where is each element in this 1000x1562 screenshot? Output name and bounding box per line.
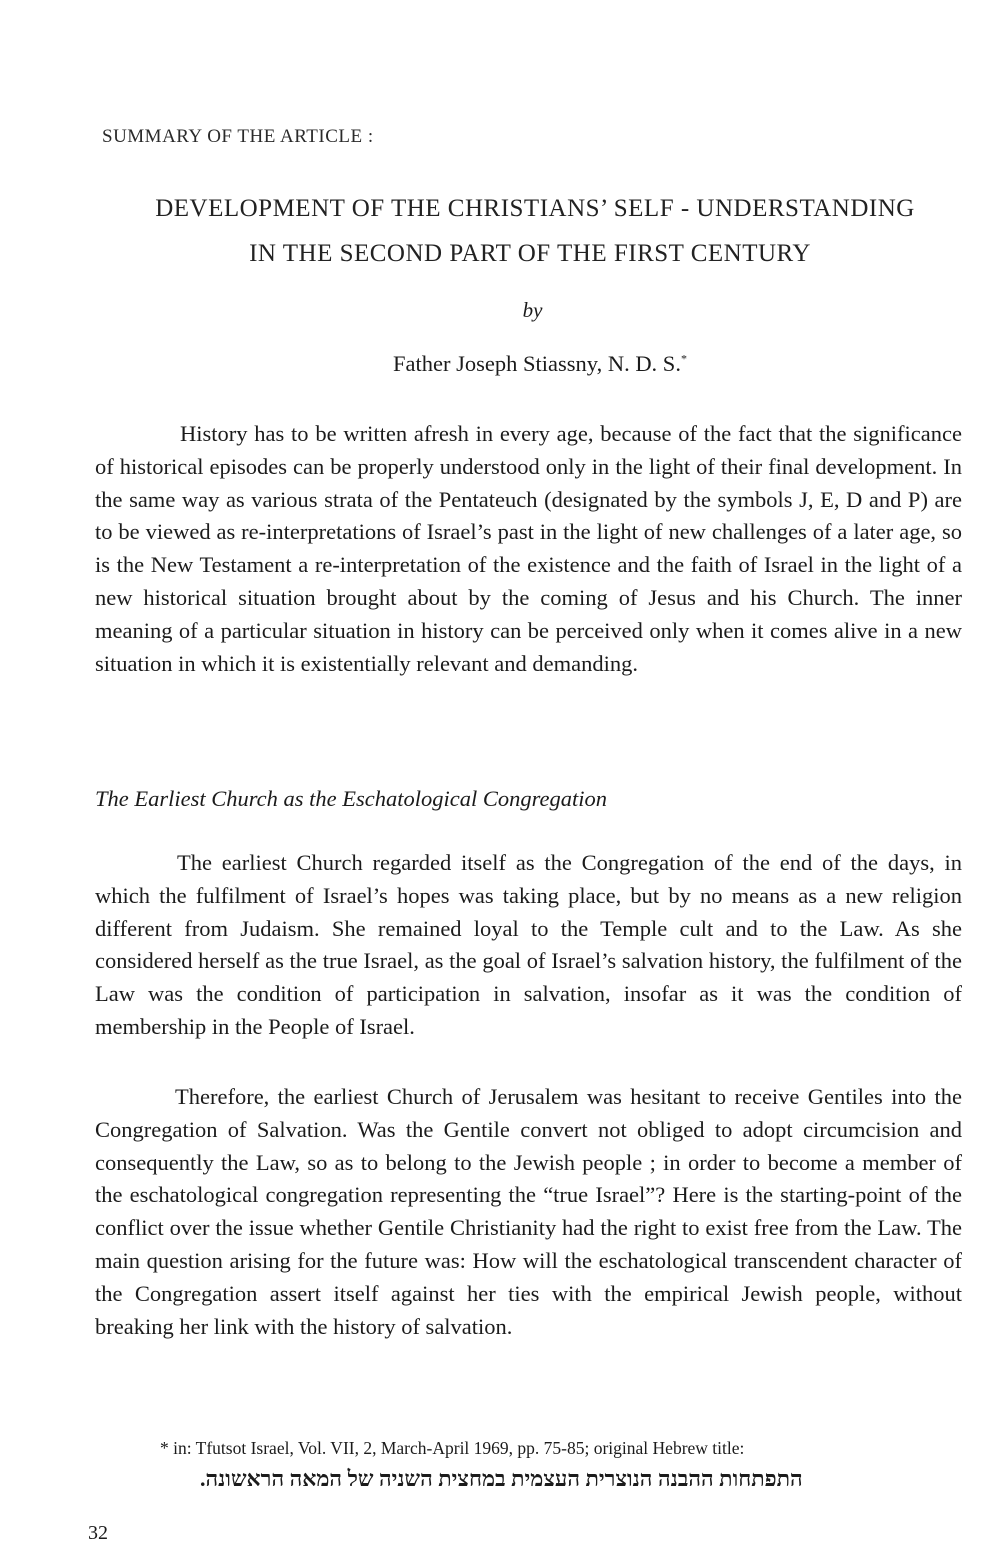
footnote-marker: *	[680, 351, 687, 366]
body-paragraph-1: The earliest Church regarded itself as the Congregation of the end of the days, in which the fulfilment of Israel’s hopes was taking place, but by no means as a new religion different from Judaism. She remained loyal to the Temple cult and to the Law. As she considered herself as the true Israel, as the goal of Israel’s salvation history, the fulfilment of the Law was the condition of participation in salvation, insofar as it was the condition of membership in the People of Israel.	[95, 850, 962, 1039]
article-title-line-1: DEVELOPMENT OF THE CHRISTIANS’ SELF - UNDERSTANDING	[155, 195, 915, 222]
footnote-citation: * in: Tfutsot Israel, Vol. VII, 2, March-April 1969, pp. 75-85; original Hebrew title:	[160, 1438, 745, 1458]
intro-paragraph: History has to be written afresh in every age, because of the fact that the significance of historical episodes can be properly understood only in the light of their final development. In the same way as various strata of the Pentateuch (designated by the symbols J, E, D and P) are to be viewed as re-interpretations of Israel’s past in the light of new challenges of a later age, so is the New Testament a re-interpretation of the existence and the faith of Israel in the light of a new historical situation brought about by the coming of Jesus and his Church. The inner meaning of a particular situation in history can be perceived only when it comes alive in a new situation in which it is existentially relevant and demanding.	[95, 421, 962, 676]
section-heading: The Earliest Church as the Eschatological Congregation	[95, 786, 608, 811]
author-name: Father Joseph Stiassny, N. D. S.	[393, 351, 681, 376]
page-number: 32	[88, 1522, 108, 1544]
summary-heading: SUMMARY OF THE ARTICLE :	[102, 126, 374, 147]
article-title-line-2: IN THE SECOND PART OF THE FIRST CENTURY	[249, 240, 811, 267]
footnote-hebrew-title: התפתחות ההבנה הנוצרית העצמית במחצית השניה של המאה הראשונה.	[200, 1466, 803, 1491]
author-line	[0, 351, 1000, 377]
byline-by: by	[522, 298, 543, 322]
body-paragraph-2: Therefore, the earliest Church of Jerusalem was hesitant to receive Gentiles into the Congregation of Salvation. Was the Gentile convert not obliged to adopt circumcision and consequently the Law, so as to belong to the Jewish people ; in order to become a member of the eschatological congregation representing the “true Israel”? Here is the starting-point of the conflict over the issue whether Gentile Christianity had the right to exist free from the Law. The main question arising for the future was: How will the eschatological transcendent character of the Congregation assert itself against her ties with the empirical Jewish people, without breaking her link with the history of salvation.	[95, 1084, 962, 1339]
